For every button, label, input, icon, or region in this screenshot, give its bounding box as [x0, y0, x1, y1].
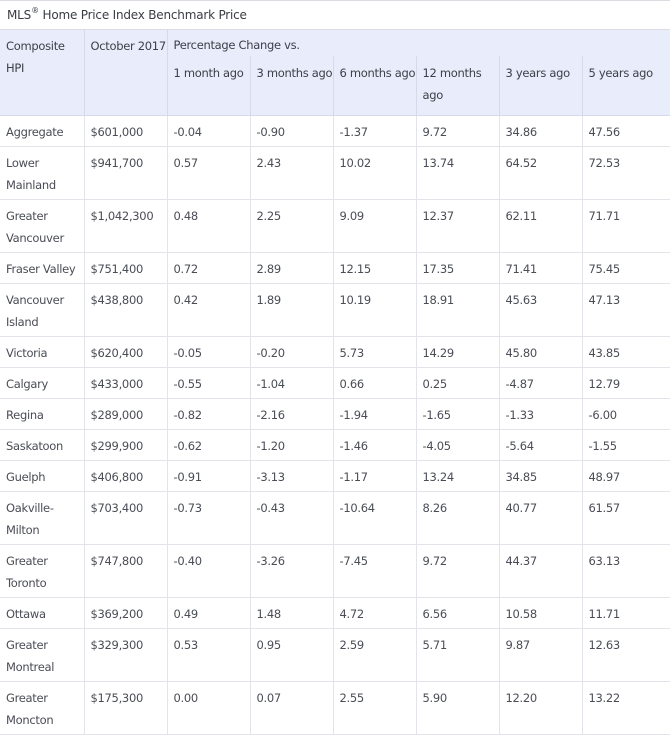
header-3-months: 3 months ago	[250, 56, 333, 115]
change-1-month: -0.55	[167, 367, 250, 398]
change-3-years: 12.20	[499, 681, 582, 734]
change-5-years: -6.00	[582, 398, 670, 429]
change-5-years: 11.71	[582, 597, 670, 628]
table-row	[0, 146, 670, 199]
benchmark-price: $406,800	[84, 460, 167, 491]
change-6-months: 12.15	[333, 252, 416, 283]
table-row	[0, 252, 670, 283]
caption-title: Home Price Index Benchmark Price	[38, 8, 247, 22]
change-3-months: 1.89	[250, 283, 333, 336]
header-3-years: 3 years ago	[499, 56, 582, 115]
region-name: Greater Montreal	[0, 628, 84, 681]
change-12-months: 17.35	[416, 252, 499, 283]
change-5-years: 47.13	[582, 283, 670, 336]
header-5-years: 5 years ago	[582, 56, 670, 115]
change-6-months: 10.02	[333, 146, 416, 199]
region-name: Greater Moncton	[0, 681, 84, 734]
change-3-years: 64.52	[499, 146, 582, 199]
change-5-years: 13.22	[582, 681, 670, 734]
change-6-months: -1.46	[333, 429, 416, 460]
change-3-months: -3.26	[250, 544, 333, 597]
change-1-month: -0.91	[167, 460, 250, 491]
change-3-years: 34.85	[499, 460, 582, 491]
change-5-years: 72.53	[582, 146, 670, 199]
benchmark-price: $175,300	[84, 681, 167, 734]
change-12-months: 18.91	[416, 283, 499, 336]
change-6-months: 2.55	[333, 681, 416, 734]
change-6-months: 2.59	[333, 628, 416, 681]
change-5-years: 48.97	[582, 460, 670, 491]
change-5-years: 75.45	[582, 252, 670, 283]
benchmark-price: $299,900	[84, 429, 167, 460]
region-name: Oakville-Milton	[0, 491, 84, 544]
change-3-months: -1.20	[250, 429, 333, 460]
change-3-months: 2.25	[250, 199, 333, 252]
change-3-years: 40.77	[499, 491, 582, 544]
change-3-months: -0.43	[250, 491, 333, 544]
table-row	[0, 460, 670, 491]
table-row	[0, 398, 670, 429]
change-12-months: 14.29	[416, 336, 499, 367]
benchmark-price: $369,200	[84, 597, 167, 628]
change-1-month: 0.00	[167, 681, 250, 734]
change-12-months: 9.72	[416, 544, 499, 597]
change-3-months: -1.04	[250, 367, 333, 398]
header-1-month: 1 month ago	[167, 56, 250, 115]
caption-prefix: MLS	[7, 8, 32, 22]
change-5-years: 61.57	[582, 491, 670, 544]
table-row	[0, 544, 670, 597]
table-row	[0, 367, 670, 398]
change-3-years: 10.58	[499, 597, 582, 628]
registered-mark: ®	[31, 6, 39, 15]
change-1-month: -0.40	[167, 544, 250, 597]
change-3-months: -0.20	[250, 336, 333, 367]
table-row	[0, 115, 670, 146]
change-12-months: 6.56	[416, 597, 499, 628]
header-composite: Composite HPI	[0, 30, 84, 115]
change-5-years: 12.79	[582, 367, 670, 398]
region-name: Guelph	[0, 460, 84, 491]
table-header	[0, 30, 670, 115]
benchmark-price: $620,400	[84, 336, 167, 367]
change-12-months: -1.65	[416, 398, 499, 429]
table-row	[0, 681, 670, 734]
table-row	[0, 199, 670, 252]
change-3-months: -0.90	[250, 115, 333, 146]
change-6-months: 0.66	[333, 367, 416, 398]
hpi-table	[0, 30, 670, 735]
change-3-years: 62.11	[499, 199, 582, 252]
table-body	[0, 115, 670, 734]
change-5-years: -1.55	[582, 429, 670, 460]
change-3-years: -4.87	[499, 367, 582, 398]
change-3-months: 1.48	[250, 597, 333, 628]
change-3-years: -5.64	[499, 429, 582, 460]
change-1-month: -0.62	[167, 429, 250, 460]
benchmark-price: $747,800	[84, 544, 167, 597]
benchmark-price: $941,700	[84, 146, 167, 199]
change-1-month: -0.82	[167, 398, 250, 429]
change-12-months: 13.74	[416, 146, 499, 199]
region-name: Vancouver Island	[0, 283, 84, 336]
change-1-month: -0.73	[167, 491, 250, 544]
region-name: Lower Mainland	[0, 146, 84, 199]
region-name: Saskatoon	[0, 429, 84, 460]
change-3-years: 45.80	[499, 336, 582, 367]
header-12-months: 12 months ago	[416, 56, 499, 115]
change-12-months: 8.26	[416, 491, 499, 544]
table-row	[0, 597, 670, 628]
change-1-month: 0.72	[167, 252, 250, 283]
change-3-months: -3.13	[250, 460, 333, 491]
change-6-months: -1.17	[333, 460, 416, 491]
change-3-years: 34.86	[499, 115, 582, 146]
table-row	[0, 336, 670, 367]
change-6-months: -10.64	[333, 491, 416, 544]
change-12-months: 12.37	[416, 199, 499, 252]
change-12-months: 13.24	[416, 460, 499, 491]
change-6-months: -1.94	[333, 398, 416, 429]
change-1-month: 0.57	[167, 146, 250, 199]
change-12-months: -4.05	[416, 429, 499, 460]
header-6-months: 6 months ago	[333, 56, 416, 115]
benchmark-price: $329,300	[84, 628, 167, 681]
region-name: Calgary	[0, 367, 84, 398]
change-3-years: 71.41	[499, 252, 582, 283]
table-caption	[0, 0, 670, 30]
change-1-month: 0.53	[167, 628, 250, 681]
change-3-months: -2.16	[250, 398, 333, 429]
header-percentage-change: Percentage Change vs.	[167, 30, 670, 56]
header-period: October 2017	[84, 30, 167, 115]
change-3-months: 2.43	[250, 146, 333, 199]
region-name: Ottawa	[0, 597, 84, 628]
change-1-month: 0.49	[167, 597, 250, 628]
change-3-months: 2.89	[250, 252, 333, 283]
change-12-months: 5.90	[416, 681, 499, 734]
change-1-month: 0.48	[167, 199, 250, 252]
change-5-years: 71.71	[582, 199, 670, 252]
change-3-years: 9.87	[499, 628, 582, 681]
change-5-years: 63.13	[582, 544, 670, 597]
benchmark-price: $1,042,300	[84, 199, 167, 252]
benchmark-price: $289,000	[84, 398, 167, 429]
region-name: Aggregate	[0, 115, 84, 146]
change-5-years: 47.56	[582, 115, 670, 146]
region-name: Fraser Valley	[0, 252, 84, 283]
table-row	[0, 283, 670, 336]
change-6-months: 5.73	[333, 336, 416, 367]
change-3-years: 45.63	[499, 283, 582, 336]
change-12-months: 5.71	[416, 628, 499, 681]
change-5-years: 12.63	[582, 628, 670, 681]
change-6-months: 4.72	[333, 597, 416, 628]
change-6-months: 9.09	[333, 199, 416, 252]
region-name: Greater Vancouver	[0, 199, 84, 252]
benchmark-price: $601,000	[84, 115, 167, 146]
region-name: Greater Toronto	[0, 544, 84, 597]
change-6-months: -1.37	[333, 115, 416, 146]
change-12-months: 0.25	[416, 367, 499, 398]
change-3-months: 0.95	[250, 628, 333, 681]
benchmark-price: $433,000	[84, 367, 167, 398]
change-1-month: -0.04	[167, 115, 250, 146]
table-row	[0, 491, 670, 544]
change-6-months: -7.45	[333, 544, 416, 597]
change-12-months: 9.72	[416, 115, 499, 146]
benchmark-price: $438,800	[84, 283, 167, 336]
table-row	[0, 628, 670, 681]
change-3-months: 0.07	[250, 681, 333, 734]
change-1-month: -0.05	[167, 336, 250, 367]
region-name: Regina	[0, 398, 84, 429]
benchmark-price: $703,400	[84, 491, 167, 544]
change-3-years: 44.37	[499, 544, 582, 597]
change-3-years: -1.33	[499, 398, 582, 429]
change-6-months: 10.19	[333, 283, 416, 336]
change-1-month: 0.42	[167, 283, 250, 336]
change-5-years: 43.85	[582, 336, 670, 367]
table-row	[0, 429, 670, 460]
benchmark-price: $751,400	[84, 252, 167, 283]
region-name: Victoria	[0, 336, 84, 367]
